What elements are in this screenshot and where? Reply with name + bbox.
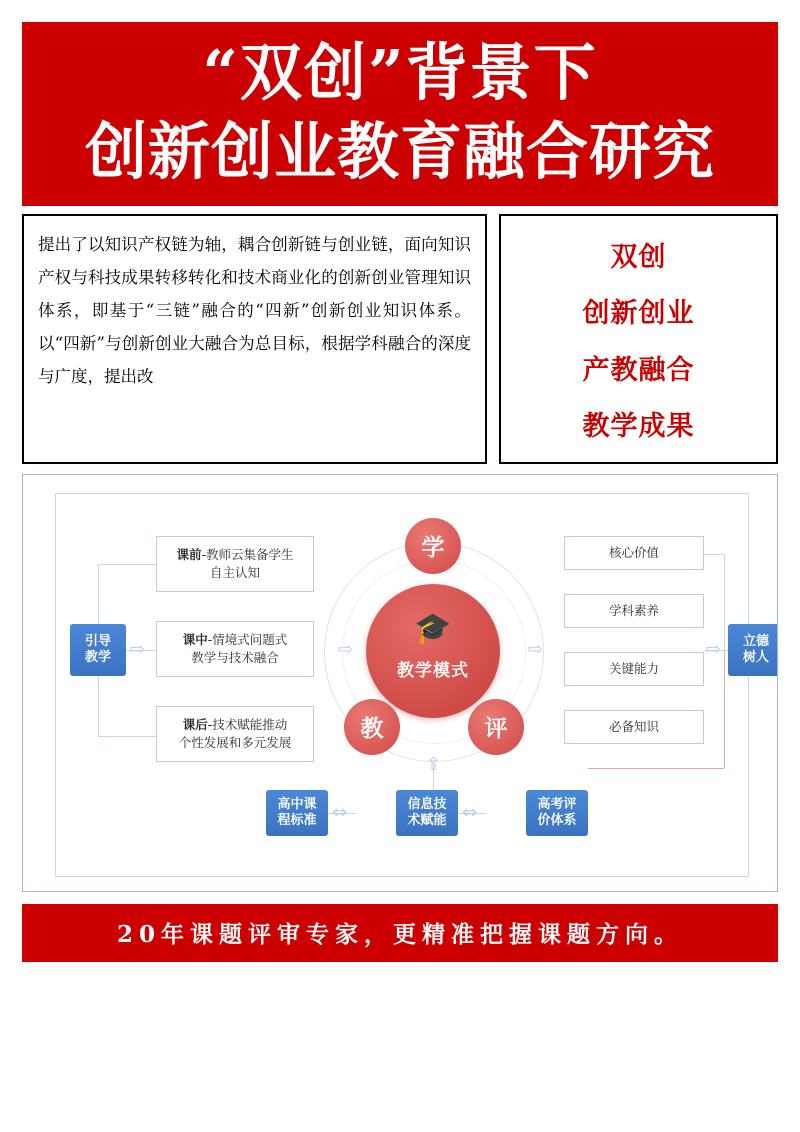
card-text2: 个性发展和多元发展 [178, 734, 292, 750]
title-banner [22, 22, 778, 206]
arrow-right-icon: ⇨ [528, 638, 544, 660]
arrow-left-right-icon: ⇔ [462, 801, 478, 823]
card-before-class [156, 536, 314, 592]
tile-line2: 程标准 [277, 812, 317, 828]
card-text: -情境式问题式 [207, 631, 288, 647]
tile-line1: 立德 [742, 633, 769, 649]
keyword-item: 产教融合 [582, 354, 695, 386]
card-after-class [156, 706, 314, 762]
tile-line1: 引导 [84, 633, 111, 649]
card-subject-literacy: 学科素养 [564, 594, 704, 628]
arrow-right-icon: ⇨ [130, 638, 146, 660]
diagram-canvas [55, 493, 769, 877]
card-bold-label: 课前 [176, 546, 202, 562]
connector-line [724, 554, 725, 650]
connector-line [98, 564, 156, 565]
keyword-item: 创新创业 [582, 298, 695, 330]
card-during-class [156, 621, 314, 677]
page-title-line2: 创新创业教育融合研究 [84, 114, 715, 188]
arrow-right-icon: ⇨ [706, 638, 722, 660]
card-text2: 自主认知 [209, 564, 260, 580]
tile-line1: 高中课 [277, 796, 317, 812]
tile-guided-teaching[interactable] [70, 624, 126, 676]
tile-line2: 价体系 [537, 812, 577, 828]
arrow-left-right-icon: ⇔ [332, 801, 348, 823]
connector-line-red [724, 650, 725, 768]
keyword-item: 双创 [610, 241, 667, 273]
arrow-up-icon: ⇧ [426, 753, 442, 775]
bubble-teach: 教 [344, 699, 400, 755]
page-title-line1: “双创”背景下 [202, 36, 598, 109]
graduation-cap-icon: 🎓 [414, 611, 452, 645]
tile-line1: 高考评 [537, 796, 577, 812]
tile-it-empowerment[interactable] [396, 790, 458, 836]
bubble-learn: 学 [405, 518, 461, 574]
diagram-panel [22, 474, 778, 892]
footer-banner: 20年课题评审专家，更精准把握课题方向。 [22, 904, 778, 962]
tile-curriculum-standard[interactable] [266, 790, 328, 836]
tile-line2: 术赋能 [407, 812, 447, 828]
summary-row [22, 214, 778, 464]
card-text: -教师云集备学生 [201, 546, 294, 562]
tile-line2: 教学 [84, 649, 111, 665]
card-text: -技术赋能推动 [207, 716, 288, 732]
tile-line2: 树人 [742, 649, 769, 665]
tile-exam-evaluation[interactable] [526, 790, 588, 836]
connector-line [98, 736, 156, 737]
tile-line1: 信息技 [407, 796, 447, 812]
connector-line [98, 676, 99, 736]
card-core-value: 核心价值 [564, 536, 704, 570]
connector-line-red [588, 768, 724, 769]
card-bold-label: 课后 [182, 716, 208, 732]
keyword-list [499, 214, 778, 464]
arrow-right-icon: ⇨ [338, 638, 354, 660]
abstract-text: 提出了以知识产权链为轴，耦合创新链与创业链，面向知识产权与科技成果转移转化和技术商业化的创新创业管理知识体系，即基于“三链”融合的“四新”创新创业知识体系。以“四新”与创新创业大融合为总目标，根据学科融合的深度与广度，提出改 [22, 214, 487, 464]
core-label: 教学模式 [397, 660, 469, 681]
connector-line [704, 554, 724, 555]
keyword-item: 教学成果 [582, 411, 695, 443]
card-bold-label: 课中 [182, 631, 208, 647]
bubble-evaluate: 评 [468, 699, 524, 755]
connector-line [98, 564, 99, 624]
card-text2: 教学与技术融合 [191, 649, 279, 665]
core-circle [366, 584, 500, 718]
tile-moral-education[interactable] [728, 624, 778, 676]
card-essential-knowledge: 必备知识 [564, 710, 704, 744]
card-key-ability: 关键能力 [564, 652, 704, 686]
